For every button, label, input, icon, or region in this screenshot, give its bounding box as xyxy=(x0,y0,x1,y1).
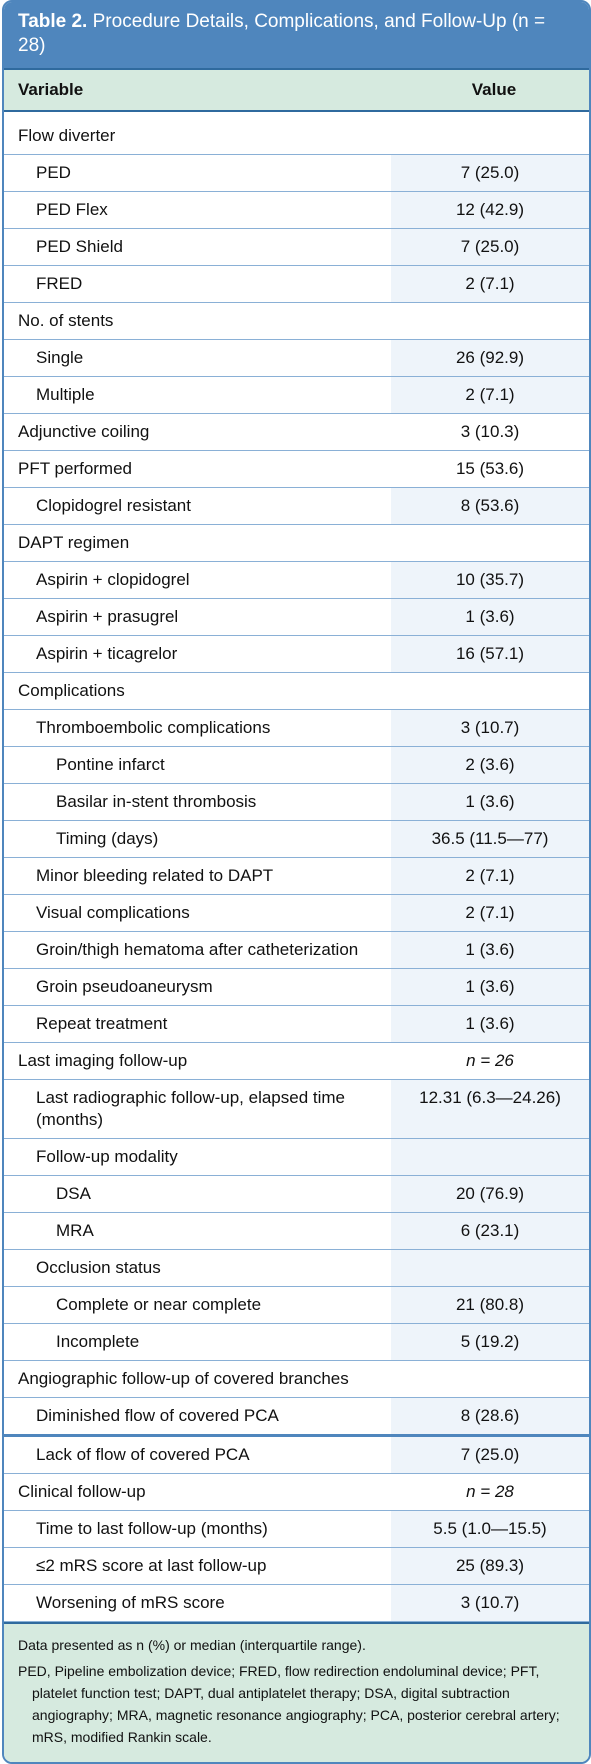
row-variable-label: Pontine infarct xyxy=(56,755,165,774)
row-value: 8 (53.6) xyxy=(391,488,589,524)
row-value xyxy=(391,1139,589,1175)
column-header-value: Value xyxy=(471,80,517,99)
row-variable-label: Timing (days) xyxy=(56,829,159,848)
row-value xyxy=(391,1361,589,1397)
row-value: 1 (3.6) xyxy=(391,969,589,1005)
table-row xyxy=(4,1287,589,1324)
row-value: 5 (19.2) xyxy=(391,1324,589,1360)
row-value: 10 (35.7) xyxy=(391,562,589,598)
row-variable-label: Time to last follow-up (months) xyxy=(36,1519,268,1538)
table-row xyxy=(4,710,589,747)
row-variable-label: Adjunctive coiling xyxy=(18,422,150,441)
row-variable-label: Follow-up modality xyxy=(36,1147,178,1166)
row-value: 1 (3.6) xyxy=(391,599,589,635)
row-value xyxy=(391,118,589,154)
row-variable-label: Diminished flow of covered PCA xyxy=(36,1406,279,1425)
row-variable-label: Aspirin + ticagrelor xyxy=(36,644,178,663)
table-row xyxy=(4,1043,589,1080)
table-row xyxy=(4,1511,589,1548)
row-value: 36.5 (11.5—77) xyxy=(391,821,589,857)
row-value: 3 (10.7) xyxy=(391,1585,589,1621)
table-row xyxy=(4,1361,589,1398)
table-row xyxy=(4,932,589,969)
table-row xyxy=(4,821,589,858)
table-row xyxy=(4,1250,589,1287)
table-title xyxy=(4,2,589,68)
row-value: 12 (42.9) xyxy=(391,192,589,228)
table-row xyxy=(4,969,589,1006)
row-variable-label: No. of stents xyxy=(18,311,114,330)
table-number: Table 2. xyxy=(18,11,88,32)
table-container xyxy=(2,0,591,1764)
row-variable-label: Clinical follow-up xyxy=(18,1482,146,1501)
table-row xyxy=(4,1585,589,1622)
table-row xyxy=(4,377,589,414)
row-variable-label: Minor bleeding related to DAPT xyxy=(36,866,274,885)
table-row xyxy=(4,525,589,562)
table-row xyxy=(4,1324,589,1361)
column-header-variable: Variable xyxy=(18,80,84,99)
row-variable-label: Visual complications xyxy=(36,903,190,922)
table-row xyxy=(4,192,589,229)
table-row xyxy=(4,1213,589,1250)
row-value: 3 (10.3) xyxy=(460,422,520,441)
row-value: n = 28 xyxy=(466,1482,514,1501)
table-row xyxy=(4,303,589,340)
row-variable-label: PFT performed xyxy=(18,459,133,478)
row-value: 2 (3.6) xyxy=(391,747,589,783)
table-row xyxy=(4,1548,589,1585)
table-row xyxy=(4,414,589,451)
row-variable-label: Complete or near complete xyxy=(56,1295,262,1314)
row-variable-label: Groin/thigh hematoma after catheterization xyxy=(36,940,359,959)
row-value: 3 (10.7) xyxy=(391,710,589,746)
row-value: 1 (3.6) xyxy=(391,932,589,968)
table-row xyxy=(4,1437,589,1474)
row-value: 2 (7.1) xyxy=(391,858,589,894)
row-variable-label: MRA xyxy=(56,1221,94,1240)
row-variable-label: Angiographic follow-up of covered branches xyxy=(18,1369,349,1388)
row-value xyxy=(391,525,589,561)
row-value: 2 (7.1) xyxy=(391,266,589,302)
table-row xyxy=(4,673,589,710)
row-variable-label: Aspirin + clopidogrel xyxy=(36,570,190,589)
table-row xyxy=(4,118,589,155)
table-row xyxy=(4,636,589,673)
table-row xyxy=(4,562,589,599)
row-variable-label: Multiple xyxy=(36,385,95,404)
row-variable-label: ≤2 mRS score at last follow-up xyxy=(36,1556,267,1575)
row-variable-label: Clopidogrel resistant xyxy=(36,496,191,515)
row-value: 25 (89.3) xyxy=(391,1548,589,1584)
table-row xyxy=(4,266,589,303)
row-variable-label: Lack of flow of covered PCA xyxy=(36,1445,250,1464)
row-value: 1 (3.6) xyxy=(391,1006,589,1042)
table-row xyxy=(4,1080,589,1139)
row-variable-label: Single xyxy=(36,348,84,367)
table-row xyxy=(4,229,589,266)
row-value: 1 (3.6) xyxy=(391,784,589,820)
row-value xyxy=(391,673,589,709)
row-variable-label: FRED xyxy=(36,274,83,293)
table-row xyxy=(4,784,589,821)
row-value: 7 (25.0) xyxy=(391,229,589,265)
row-variable-label: Aspirin + prasugrel xyxy=(36,607,179,626)
row-value xyxy=(391,303,589,339)
row-variable-label: PED xyxy=(36,163,71,182)
table-row xyxy=(4,488,589,525)
table-row xyxy=(4,1398,589,1437)
table-row xyxy=(4,747,589,784)
table-row xyxy=(4,1006,589,1043)
row-variable-label: DSA xyxy=(56,1184,91,1203)
row-variable-label: DAPT regimen xyxy=(18,533,130,552)
row-variable-label: Incomplete xyxy=(56,1332,140,1351)
row-value: 12.31 (6.3—24.26) xyxy=(391,1080,589,1138)
row-variable-label: Repeat treatment xyxy=(36,1014,168,1033)
row-variable-label: Basilar in-stent thrombosis xyxy=(56,792,257,811)
row-variable-label: Thromboembolic complications xyxy=(36,718,271,737)
row-value: 26 (92.9) xyxy=(391,340,589,376)
footnote-data-format: Data presented as n (%) or median (interquartile range). xyxy=(18,1637,366,1653)
row-variable-label: Last radiographic follow-up, elapsed time (months) xyxy=(36,1088,346,1129)
table-row xyxy=(4,599,589,636)
row-variable-label: PED Flex xyxy=(36,200,108,219)
table-row xyxy=(4,1176,589,1213)
row-value: 16 (57.1) xyxy=(391,636,589,672)
row-variable-label: Groin pseudoaneurysm xyxy=(36,977,213,996)
row-variable-label: Flow diverter xyxy=(18,126,116,145)
row-variable-label: Worsening of mRS score xyxy=(36,1593,225,1612)
table-row xyxy=(4,1139,589,1176)
table-row xyxy=(4,155,589,192)
table-row xyxy=(4,340,589,377)
row-value: 15 (53.6) xyxy=(455,459,525,478)
table-row xyxy=(4,895,589,932)
row-value: 7 (25.0) xyxy=(391,155,589,191)
row-value: 2 (7.1) xyxy=(391,377,589,413)
table-body xyxy=(4,112,589,1622)
row-variable-label: Last imaging follow-up xyxy=(18,1051,188,1070)
row-variable-label: Complications xyxy=(18,681,125,700)
row-variable-label: Occlusion status xyxy=(36,1258,161,1277)
row-value: n = 26 xyxy=(466,1051,514,1070)
table-row xyxy=(4,451,589,488)
row-value: 21 (80.8) xyxy=(391,1287,589,1323)
row-value: 2 (7.1) xyxy=(391,895,589,931)
row-value: 5.5 (1.0—15.5) xyxy=(391,1511,589,1547)
table-row xyxy=(4,1474,589,1511)
row-value xyxy=(391,1250,589,1286)
table-footnotes xyxy=(4,1622,589,1762)
footnote-abbreviations: PED, Pipeline embolization device; FRED, flow redirection endoluminal device; PFT, platelet function test; DAPT, dual antiplatelet therapy; DSA, digital subtraction angiography; MRA, magnetic resonance angiography; PCA, posterior cerebral artery; mRS, modified Rankin scale. xyxy=(18,1663,560,1745)
table-caption: Procedure Details, Complications, and Follow-Up (n = 28) xyxy=(18,11,546,56)
row-value: 6 (23.1) xyxy=(391,1213,589,1249)
row-variable-label: PED Shield xyxy=(36,237,123,256)
column-header-row xyxy=(4,68,589,112)
row-value: 8 (28.6) xyxy=(391,1398,589,1434)
row-value: 7 (25.0) xyxy=(391,1437,589,1473)
table-row xyxy=(4,858,589,895)
row-value: 20 (76.9) xyxy=(391,1176,589,1212)
